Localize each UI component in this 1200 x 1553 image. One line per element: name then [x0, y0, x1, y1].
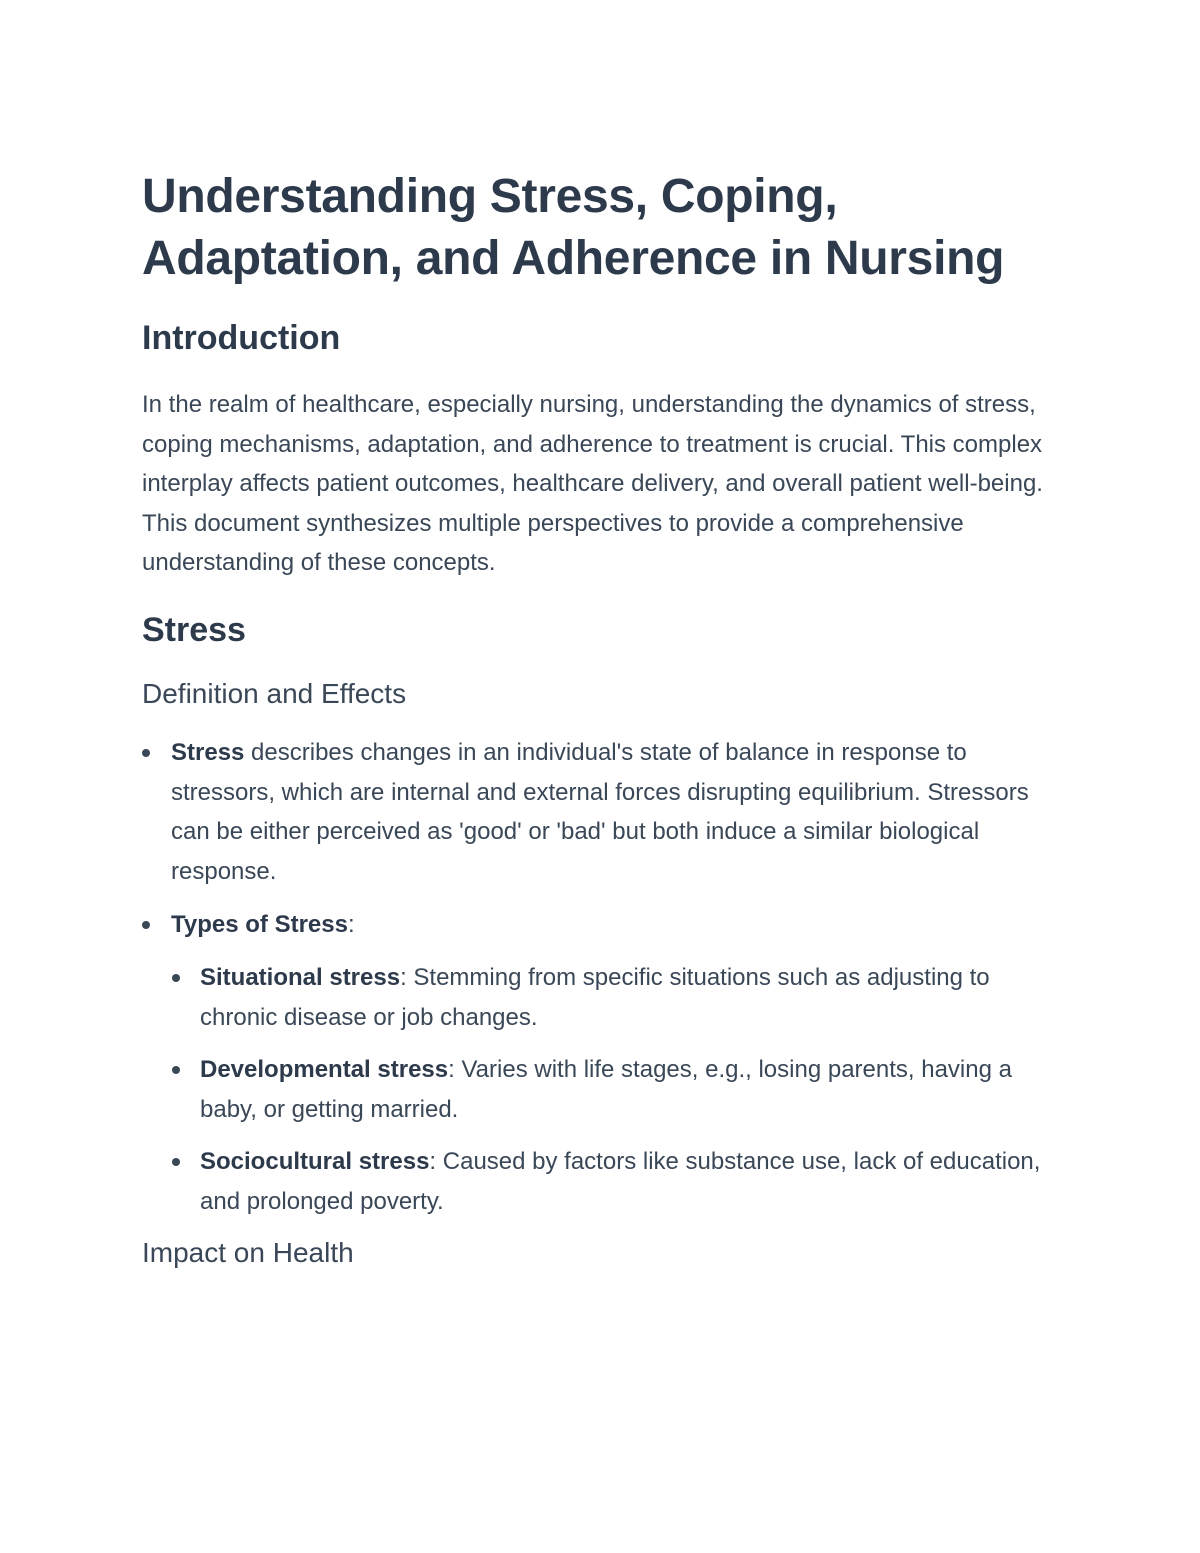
bullet-icon	[172, 1158, 180, 1166]
definition-list	[142, 733, 1062, 1222]
impact-subheading: Impact on Health	[142, 1236, 354, 1268]
list-item-situational-stress	[171, 958, 1062, 1037]
stress-description: describes changes in an individual's state of balance in response to stressors, which are internal and external forces disrupting equilibrium. Stressors can be either perceived as 'good' or 'bad' but both induce a similar biological response.	[171, 738, 1029, 885]
list-item-stress	[142, 733, 1062, 891]
types-of-stress-colon: :	[347, 911, 355, 939]
term-developmental-stress: Developmental stress	[200, 1056, 449, 1084]
bullet-icon	[172, 974, 180, 982]
list-item-types-of-stress	[142, 905, 1062, 1221]
introduction-heading: Introduction	[142, 319, 341, 357]
bullet-icon	[172, 1066, 180, 1074]
bullet-icon	[142, 749, 150, 757]
term-stress: Stress	[171, 738, 245, 766]
introduction-paragraph: In the realm of healthcare, especially nursing, understanding the dynamics of stress, coping mechanisms, adaptation, and adherence to treatment is crucial. This complex interplay affects patient outcomes, healthcare delivery, and overall patient well-being. This document synthesizes multiple perspectives to provide a comprehensive understanding of these concepts.	[142, 391, 1043, 577]
list-item-sociocultural-stress	[171, 1142, 1062, 1221]
definition-subheading: Definition and Effects	[142, 677, 407, 709]
stress-heading: Stress	[142, 610, 246, 649]
term-sociocultural-stress: Sociocultural stress	[200, 1148, 430, 1176]
list-item-developmental-stress	[171, 1050, 1062, 1129]
stress-types-list	[171, 958, 1062, 1222]
term-types-of-stress: Types of Stress	[171, 911, 348, 939]
term-situational-stress: Situational stress	[200, 963, 401, 991]
developmental-stress-description: : Varies with life stages, e.g., losing parents, having a baby, or getting married.	[200, 1056, 1012, 1123]
sociocultural-stress-description: : Caused by factors like substance use, lack of education, and prolonged poverty.	[200, 1148, 1041, 1215]
document-title: Understanding Stress, Coping, Adaptation, and Adherence in Nursing	[142, 170, 1005, 285]
situational-stress-description: : Stemming from specific situations such as adjusting to chronic disease or job changes.	[200, 963, 990, 1031]
bullet-icon	[142, 921, 150, 929]
document-content	[142, 166, 1062, 1271]
